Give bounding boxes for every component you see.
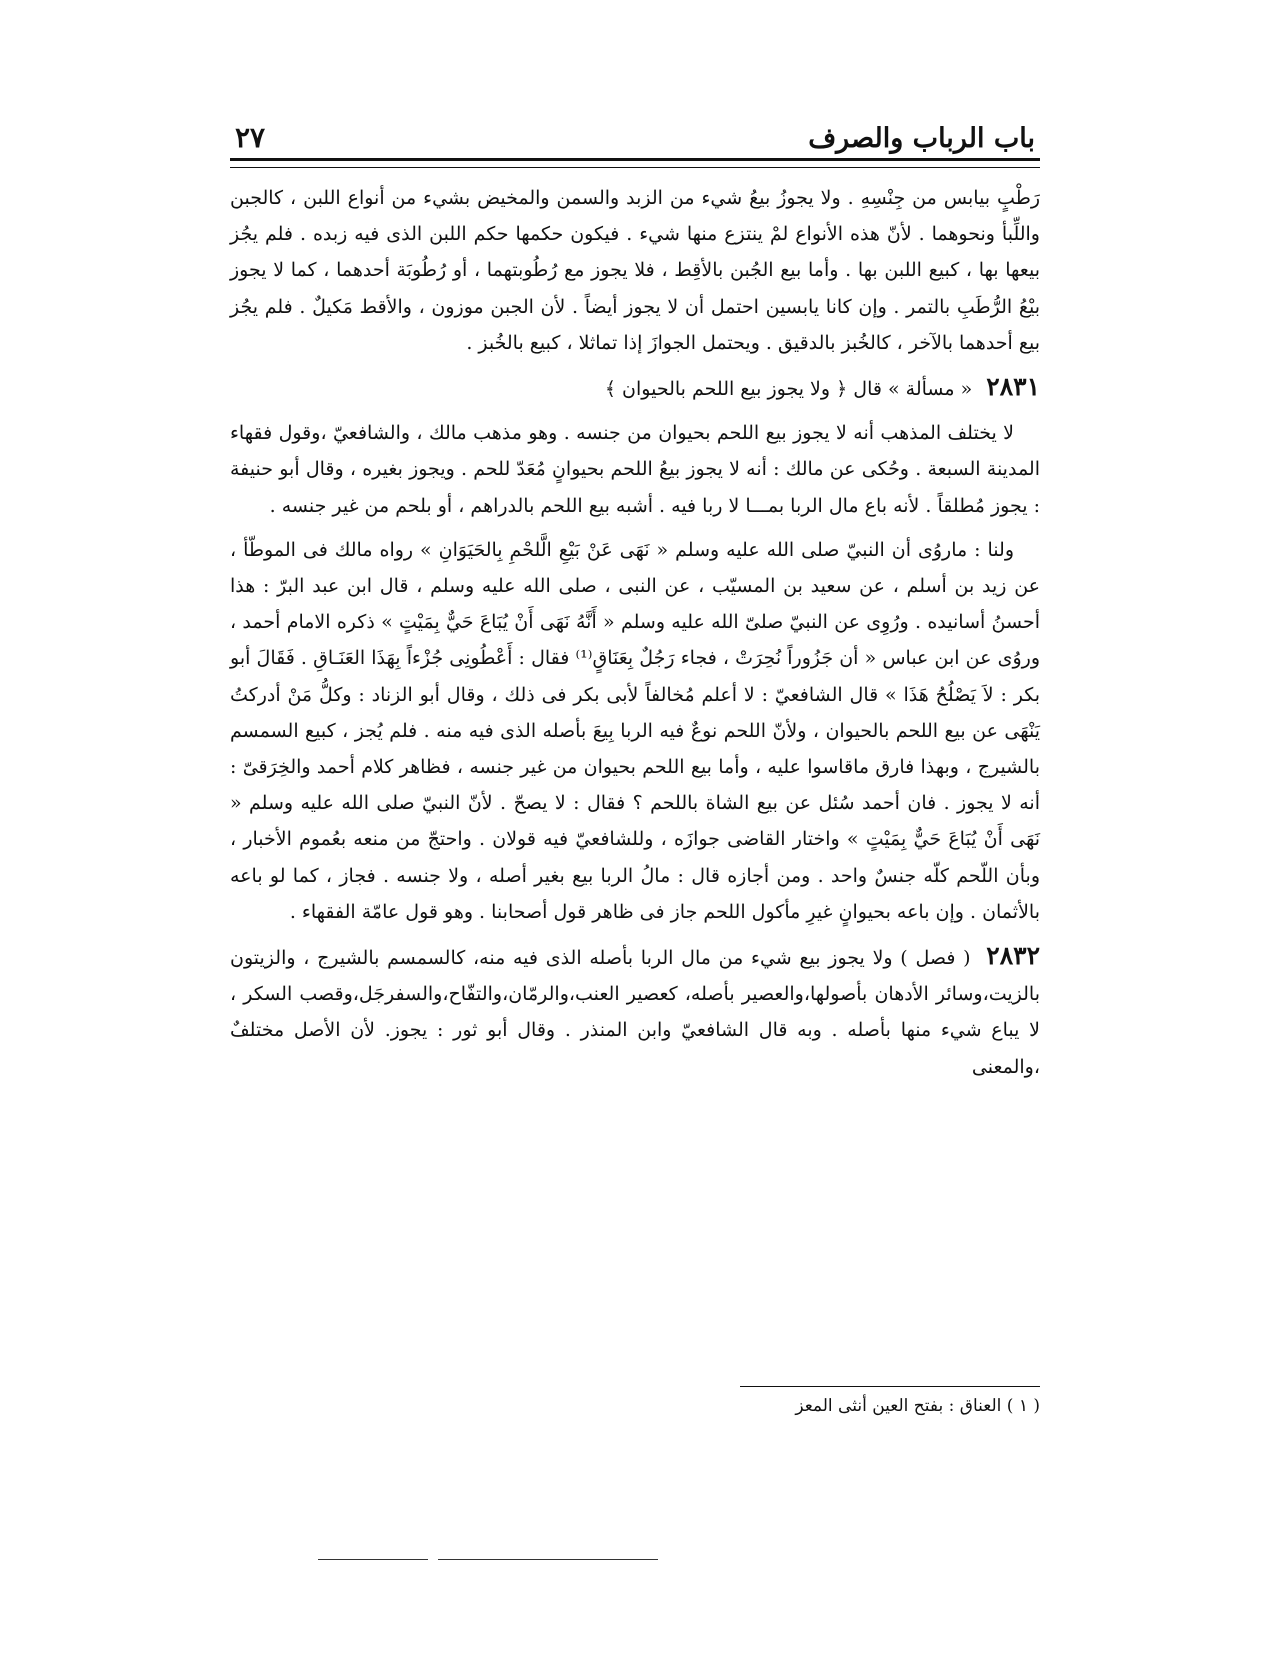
bottom-rule: [318, 1559, 428, 1560]
paragraph: [230, 180, 1040, 361]
main-text: [230, 180, 1040, 1093]
paragraph: [230, 369, 1040, 407]
paragraph-text: رَطْبٍ بيابس من جِنْسِهِ . ولا يجوزُ بيعُ شيء من الزبد والسمن والمخيض بشيء من أنواع اللبن ، كالجبن واللِّبأ ونحوهما . لأنّ هذه الأنواع لمْ ينتزع منها شيء . فيكون حكمها حكم اللبن الذى فيه زبده . فلم يجُز بيعها بها ، كبيع اللبن بها . وأما بيع الجُبن بالأقِط ، فلا يجوز مع رُطُوبتهما ، أو رُطُوبَة أحدهما ، كما لا يجوز بيْعُ الرُّطَبِ بالتمر . وإن كانا يابسين احتمل أن لا يجوز أيضاً . لأن الجبن موزون ، والأقط مَكيلٌ . فلم يجُز بيع أحدهما بالآخر ، كالخُبز بالدقيق . ويحتمل الجوازَ إذا تماثلا ، كبيع بالخُبز .: [230, 187, 1040, 354]
paragraph: [230, 532, 1040, 930]
paragraph: [230, 938, 1040, 1085]
bottom-rule: [438, 1559, 658, 1560]
footnote: ( ١ ) العناق : بفتح العين أنثى المعز: [795, 1396, 1040, 1416]
footnote-rule: [740, 1386, 1040, 1387]
issue-number: ٢٨٣٢: [986, 941, 1040, 971]
paragraph-text: ( فصل ) ولا يجوز بيع شيء من مال الربا بأصله الذى فيه منه، كالسمسم بالشيرج ، والزيتون بالزيت،وسائر الأدهان بأصولها،والعصير بأصله، كعصير العنب،والرمّان،والتفّاح،والسفرجَل،وقصب السكر ، لا يباع شيء منها بأصله . وبه قال الشافعيّ وابن المنذر . وقال أبو ثور : يجوز. لأن الأصل مختلفٌ ،والمعنى: [230, 947, 1040, 1078]
paragraph-text: ولنا : ماروُى أن النبيّ صلى الله عليه وسلم « نَهَى عَنْ بَيْعِ الَّلحْمِ بِالحَيَوَانِ » رواه مالك فى الموطّأ ، عن زيد بن أسلم ، عن سعيد بن المسيّب ، عن النبى ، صلى الله عليه وسلم ، قال ابن عبد البرّ : هذا أحسنُ أسانيده . ورُوِى عن النبيّ صلىّ الله عليه وسلم « أَنَّهُ نَهَى أَنْ يُبَاعَ حَيٌّ بِمَيْتٍ » ذكره الامام أحمد ، وروُى عن ابن عباس « أن جَزُوراً نُحِرَتْ ، فجاء رَجُلٌ بِعَنَاقٍ⁽¹⁾ فقال : أَعْطُونِى جُزْءاً بِهَذَا العَنَـاقِ . فَقَالَ أبو بكر : لاَ يَصْلُحُ هَذَا » قال الشافعيّ : لا أعلم مُخالفاً لأبى بكر فى ذلك ، وقال أبو الزناد : وكلُّ مَنْ أدركتُ يَنْهَى عن بيع اللحم بالحيوان ، ولأنّ اللحم نوعٌ فيه الربا بِيعَ بأصله الذى فيه منه . فلم يُجز ، كبيع السمسم بالشيرج ، وبهذا فارق ماقاسوا عليه ، وأما بيع اللحم بحيوان من غير جنسه ، فظاهر كلام أحمد والخِرَقىّ : أنه لا يجوز . فان أحمد سُئل عن بيع الشاة باللحم ؟ فقال : لا يصحّ . لأنّ النبيّ صلى الله عليه وسلم « نَهَى أَنْ يُبَاعَ حَيٌّ بِمَيْتٍ » واختار القاضى جوازَه ، وللشافعيّ فيه قولان . واحتجّ من منعه بعُموم الأخبار ، وبأن اللّحم كلّه جنسٌ واحد . ومن أجازه قال : مالُ الربا بيع بغير أصله ، ولا جنسه . فجاز ، كما لو باعه بالأثمان . وإن باعه بحيوانٍ غيرِ مأكول اللحم جاز فى ظاهر قول أصحابنا . وهو قول عامّة الفقهاء .: [230, 538, 1040, 923]
header-rule: [230, 158, 1040, 168]
chapter-title: باب الرباب والصرف: [808, 123, 1035, 154]
page-header: [235, 110, 1035, 154]
issue-number: ٢٨٣١: [986, 372, 1040, 402]
page-number: ٢٧: [235, 121, 266, 154]
paragraph-text: لا يختلف المذهب أنه لا يجوز بيع اللحم بحيوان من جنسه . وهو مذهب مالك ، والشافعيّ ،وقول فقهاء المدينة السبعة . وحُكى عن مالك : أنه لا يجوز بيعُ اللحم بحيوانٍ مُعَدّ للحم . ويجوز بغيره ، وقال أبو حنيفة : يجوز مُطلقاً . لأنه باع مال الربا بمـــا لا ربا فيه . أشبه بيع اللحم بالدراهم ، أو بلحم من غير جنسه .: [230, 422, 1040, 517]
paragraph: [230, 415, 1040, 524]
paragraph-text: « مسألة » قال ﴿ ولا يجوز بيع اللحم بالحيوان ﴾: [604, 378, 973, 401]
